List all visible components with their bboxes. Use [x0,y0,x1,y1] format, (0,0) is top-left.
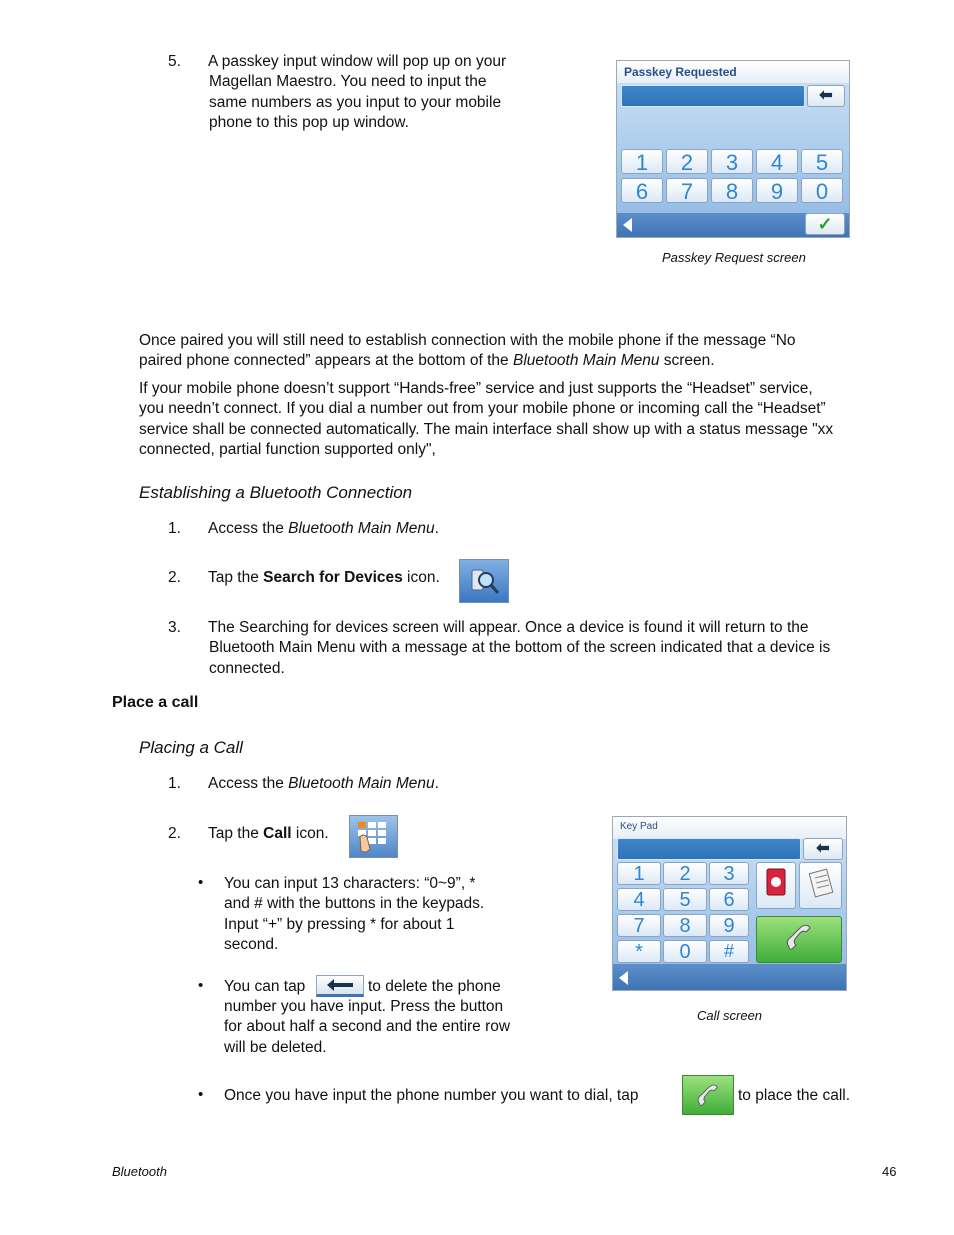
call-screen-screenshot [612,816,847,991]
key-7: 7 [666,178,708,203]
call-log-icon [799,862,842,909]
text-run: . [434,775,439,792]
text-run: Once you have input the phone number you want to dial, tap [224,1087,639,1104]
text-run: paired phone connected” appears at the bottom of the [139,352,513,370]
key-hash: # [709,940,749,963]
step-5-line: Magellan Maestro. You need to input the [209,73,487,91]
step-number: 1. [168,775,181,792]
footer-section-name: Bluetooth [112,1164,167,1179]
passkey-caption: Passkey Request screen [662,250,806,265]
step-number: 2. [168,825,181,842]
step-line: connected. [209,659,285,677]
text-run: Access the [208,520,289,537]
key-3: 3 [709,862,749,885]
bullet-line: for about half a second and the entire row [224,1018,511,1036]
text-run: to place the call. [738,1087,851,1104]
bullet-glyph: • [198,977,204,994]
key-6: 6 [621,178,663,203]
text-run: Access the [208,775,289,792]
key-3: 3 [711,149,753,174]
paragraph-line: you needn’t connect. If you dial a number out from your mobile phone or incoming call the “Headset” [139,400,826,418]
bullet-line: second. [224,935,279,953]
section1-step-2 [168,568,181,588]
paragraph-line: service shall be connected automatically. The main interface shall show up with a status message "xx [139,420,834,438]
key-star: * [617,940,661,963]
bullet-glyph: • [198,1086,204,1103]
screen-title: Passkey Requested [617,61,849,83]
back-arrow-icon [619,971,628,985]
passkey-request-screenshot [616,60,850,238]
key-9: 9 [709,914,749,937]
text-run: Tap the [208,569,264,586]
text-run: to delete the phone [368,978,501,995]
bullet-line: and # with the buttons in the keypads. [224,895,485,913]
step-5-text [208,52,548,133]
key-6: 6 [709,888,749,911]
step-5-line: same numbers as you input to your mobile [209,93,502,111]
step-number: 3. [168,619,181,636]
key-8: 8 [663,914,707,937]
icon-name: Search for Devices [263,569,403,586]
step-line: The Searching for devices screen will appear. Once a device is found it will return to the [208,619,809,636]
key-0: 0 [663,940,707,963]
bullet-delete-text [368,977,501,997]
key-1: 1 [617,862,661,885]
text-run: icon. [402,569,440,586]
section1-step-3 [168,618,181,638]
section2-step-1-text [208,774,439,794]
dial-call-icon [682,1075,734,1115]
bullet-line: You can input 13 characters: “0~9”, * [224,875,476,892]
key-9: 9 [756,178,798,203]
search-for-devices-icon [459,559,509,603]
step-number: 1. [168,520,181,537]
bullet-delete-text [224,977,305,997]
key-0: 0 [801,178,843,203]
key-1: 1 [621,149,663,174]
call-screen-caption: Call screen [697,1008,763,1023]
paragraph-line: If your mobile phone doesn’t support “Hands-free” service and just supports the “Headset” service, [139,380,813,397]
menu-name: Bluetooth Main Menu [512,352,660,370]
bullet-delete-rest [224,997,554,1058]
key-5: 5 [801,149,843,174]
key-7: 7 [617,914,661,937]
text-run: screen. [659,352,715,370]
bullet-line: Input “+” by pressing * for about 1 [224,915,455,933]
paragraph-line [139,351,909,371]
key-8: 8 [711,178,753,203]
key-5: 5 [663,888,707,911]
bullet-input-characters [224,874,544,955]
text-run: You can tap [224,978,306,995]
step-number: 5. [168,53,181,70]
section2-step-1 [168,774,181,794]
menu-name: Bluetooth Main Menu [288,775,435,792]
screen-bottom-bar [617,213,849,237]
key-4: 4 [756,149,798,174]
bullet-dial-text [224,1086,638,1106]
backspace-icon: ⬅ [807,85,845,107]
text-run: icon. [291,825,329,842]
screen-title: Key Pad [613,817,846,839]
step-number: 2. [168,569,181,586]
paragraph-headset [139,379,929,460]
step-line: Bluetooth Main Menu with a message at the bottom of the screen indicated that a device is [209,639,831,657]
section2-step-2-text [208,824,329,844]
step-5-line: phone to this pop up window. [209,113,409,131]
text-run: . [434,520,439,537]
dial-call-icon [756,916,842,963]
section1-step-3-text [208,618,928,679]
icon-name: Call [263,825,292,842]
bullet-line: will be deleted. [224,1038,327,1056]
section1-step-1-text [208,519,439,539]
screen-bottom-bar [613,964,846,990]
phonebook-icon [756,862,796,909]
back-arrow-icon [623,218,632,232]
bullet-glyph: • [198,874,204,891]
paragraph-paired [139,331,909,372]
backspace-icon: ⬅ [803,838,843,860]
text-run: Tap the [208,825,264,842]
section-heading-placing: Placing a Call [139,738,243,757]
call-keypad-icon [349,815,398,858]
page-number: 46 [882,1164,897,1179]
passkey-input-field [621,85,805,107]
phone-number-field [617,838,801,860]
section-heading-establishing: Establishing a Bluetooth Connection [139,483,413,502]
section1-step-2-text [208,568,440,588]
checkmark-icon: ✓ [805,213,845,235]
step-5-line: A passkey input window will pop up on your [208,53,507,70]
paragraph-line: Once paired you will still need to establish connection with the mobile phone if the message “No [139,332,796,349]
bullet-line: number you have input. Press the button [224,998,504,1015]
key-4: 4 [617,888,661,911]
paragraph-line: connected, partial function supported only", [139,440,436,458]
section-title-place-a-call: Place a call [112,694,199,711]
bullet-dial-text [738,1086,850,1106]
section2-step-2 [168,824,181,844]
key-2: 2 [666,149,708,174]
backspace-icon [316,975,364,997]
menu-name: Bluetooth Main Menu [288,520,435,537]
key-2: 2 [663,862,707,885]
section1-step-1 [168,519,181,539]
